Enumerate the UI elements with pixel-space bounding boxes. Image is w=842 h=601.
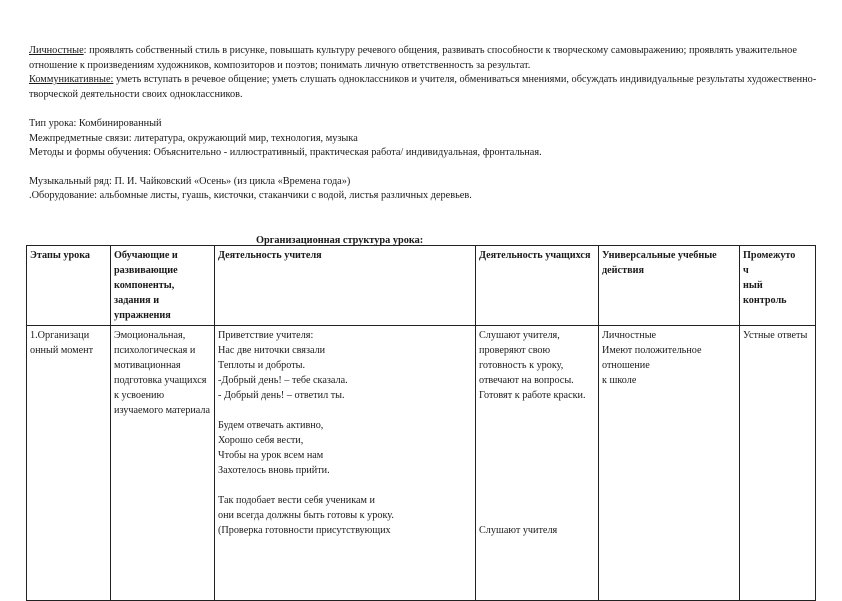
lesson-meta <box>29 117 819 204</box>
table-row <box>27 326 816 601</box>
music-row: Музыкальный ряд: П. И. Чайковский «Осень» (из цикла «Времена года») <box>29 175 351 187</box>
cell-stage: 1.Организаци онный момент <box>27 326 111 601</box>
table-title: Организационная структура урока: <box>256 235 424 246</box>
personal-label: Личностные <box>29 45 84 56</box>
teaching-methods: Методы и формы обучения: Объяснительно - иллюстративный, практическая работа/ индивидуальная, фронтальная. <box>29 147 542 158</box>
lesson-structure-table <box>26 245 816 601</box>
table-header-row <box>27 246 816 326</box>
lesson-type: Тип урока: Комбинированный <box>29 118 162 129</box>
header-control: Промежуто ч ный контроль <box>740 246 816 326</box>
personal-paragraph <box>29 44 819 73</box>
intro-section <box>29 44 819 102</box>
cell-learning-actions: Личностные Имеют положительное отношение к школе <box>599 326 740 601</box>
cell-teacher-activity: Приветствие учителя: Нас две ниточки связали Теплоты и доброты. -Добрый день! – тебе сказала. - Добрый день! – ответил ты. Будем отвечать активно, Хорошо себя вести, Чтобы на урок всем нам Захотелось вновь прийти. Так подобает вести себя ученикам и они всегда должны быть готовы к уроку. (Проверка готовности присутствующих <box>215 326 476 601</box>
interdisciplinary-links: Межпредметные связи: литература, окружающий мир, технология, музыка <box>29 132 358 144</box>
spacer <box>29 161 819 175</box>
communicative-label: Коммуникативные: <box>29 74 114 86</box>
header-components: Обучающие и развивающие компоненты, задания и упражнения <box>111 246 215 326</box>
cell-student-activity: Слушают учителя, проверяют свою готовность к уроку, отвечают на вопросы. Готовят к работе краски. Слушают учителя <box>476 326 599 601</box>
personal-text: : проявлять собственный стиль в рисунке, повышать культуру речевого общения, развивать способности к творческому самовыражению; проявлять уважительное отношение к произведениям художников, композиторов и поэтов; понимать личную ответственность за результат. <box>29 45 798 71</box>
header-teacher-activity: Деятельность учителя <box>215 246 476 326</box>
cell-control: Устные ответы <box>740 326 816 601</box>
communicative-paragraph <box>29 73 819 102</box>
header-learning-actions: Универсальные учебные действия <box>599 246 740 326</box>
header-student-activity: Деятельность учащихся <box>476 246 599 326</box>
communicative-text: уметь вступать в речевое общение; уметь слушать одноклассников и учителя, обмениваться мнениями, обсуждать индивидуальные результаты художественно-творческой деятельности своих одноклассников. <box>29 74 817 100</box>
header-stages: Этапы урока <box>27 246 111 326</box>
equipment: .Оборудование: альбомные листы, гуашь, кисточки, стаканчики с водой, листья различных деревьев. <box>29 190 472 201</box>
cell-components: Эмоциональная, психологическая и мотивационная подготовка учащихся к усвоению изучаемого материала <box>111 326 215 601</box>
